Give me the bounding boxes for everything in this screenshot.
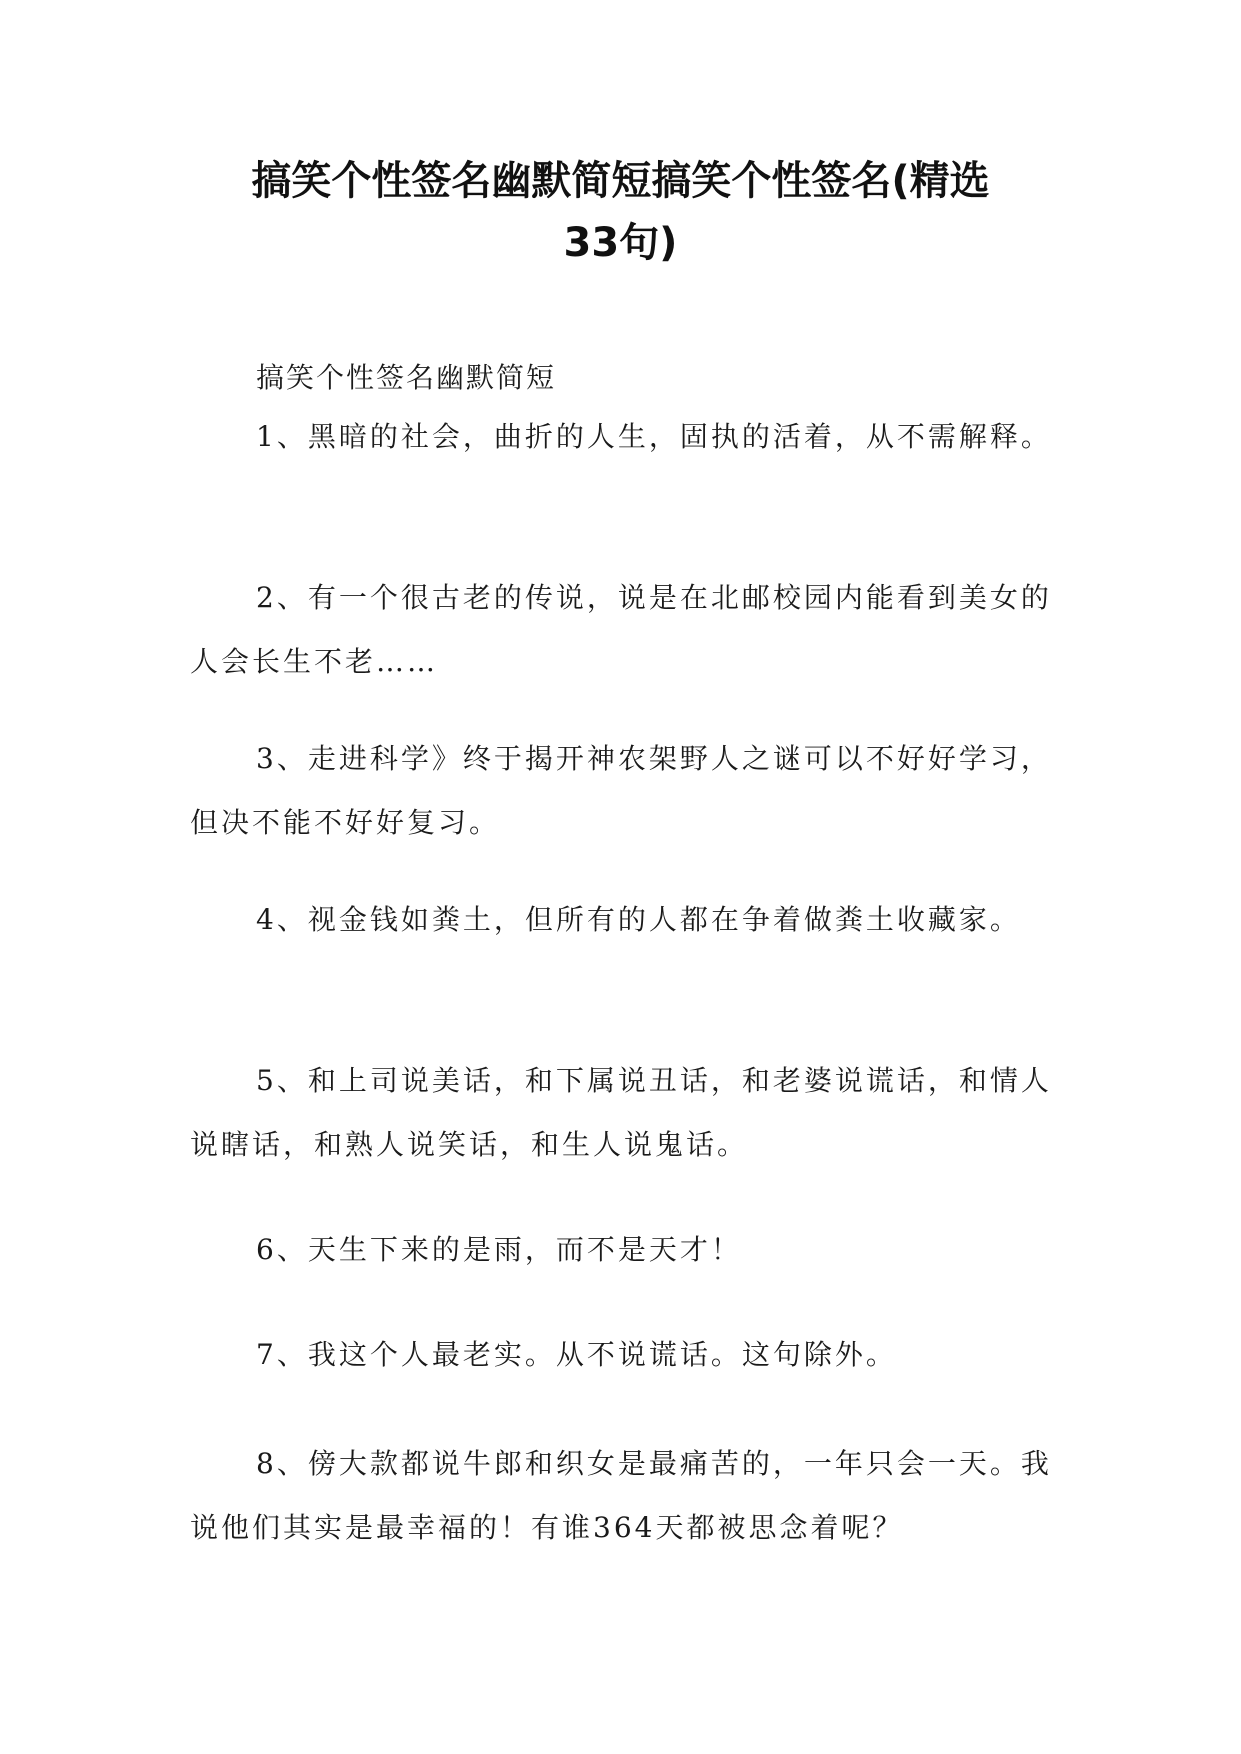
title-line-2: 33句) xyxy=(563,220,678,266)
list-item xyxy=(190,566,1070,694)
list-item xyxy=(190,1432,1070,1560)
list-item xyxy=(190,727,1070,855)
entry-text: 2、有一个很古老的传说，说是在北邮校园内能看到美女的人会长生不老…… xyxy=(190,581,1052,678)
entry-text: 8、傍大款都说牛郎和织女是最痛苦的，一年只会一天。我说他们其实是最幸福的！有谁364天都被思念着呢？ xyxy=(190,1447,1052,1544)
entry-text: 6、天生下来的是雨，而不是天才！ xyxy=(256,1233,742,1266)
list-item xyxy=(190,1218,1070,1282)
list-item xyxy=(190,1049,1070,1177)
section-heading: 搞笑个性签名幽默简短 xyxy=(256,361,557,394)
entry-text: 7、我这个人最老实。从不说谎话。这句除外。 xyxy=(256,1338,897,1371)
list-item xyxy=(190,1323,1070,1387)
entry-text: 1、黑暗的社会，曲折的人生，固执的活着，从不需解释。 xyxy=(256,420,1052,453)
list-item xyxy=(190,405,1070,469)
document-title xyxy=(150,150,1091,274)
list-item xyxy=(190,888,1070,952)
entry-text: 4、视金钱如粪土，但所有的人都在争着做粪土收藏家。 xyxy=(256,903,1021,936)
title-line-1: 搞笑个性签名幽默简短搞笑个性签名(精选 xyxy=(251,158,990,204)
entry-text: 3、走进科学》终于揭开神农架野人之谜可以不好好学习，但决不能不好好复习。 xyxy=(190,742,1052,839)
entry-text: 5、和上司说美话，和下属说丑话，和老婆说谎话，和情人说瞎话，和熟人说笑话，和生人说鬼话。 xyxy=(190,1064,1052,1161)
